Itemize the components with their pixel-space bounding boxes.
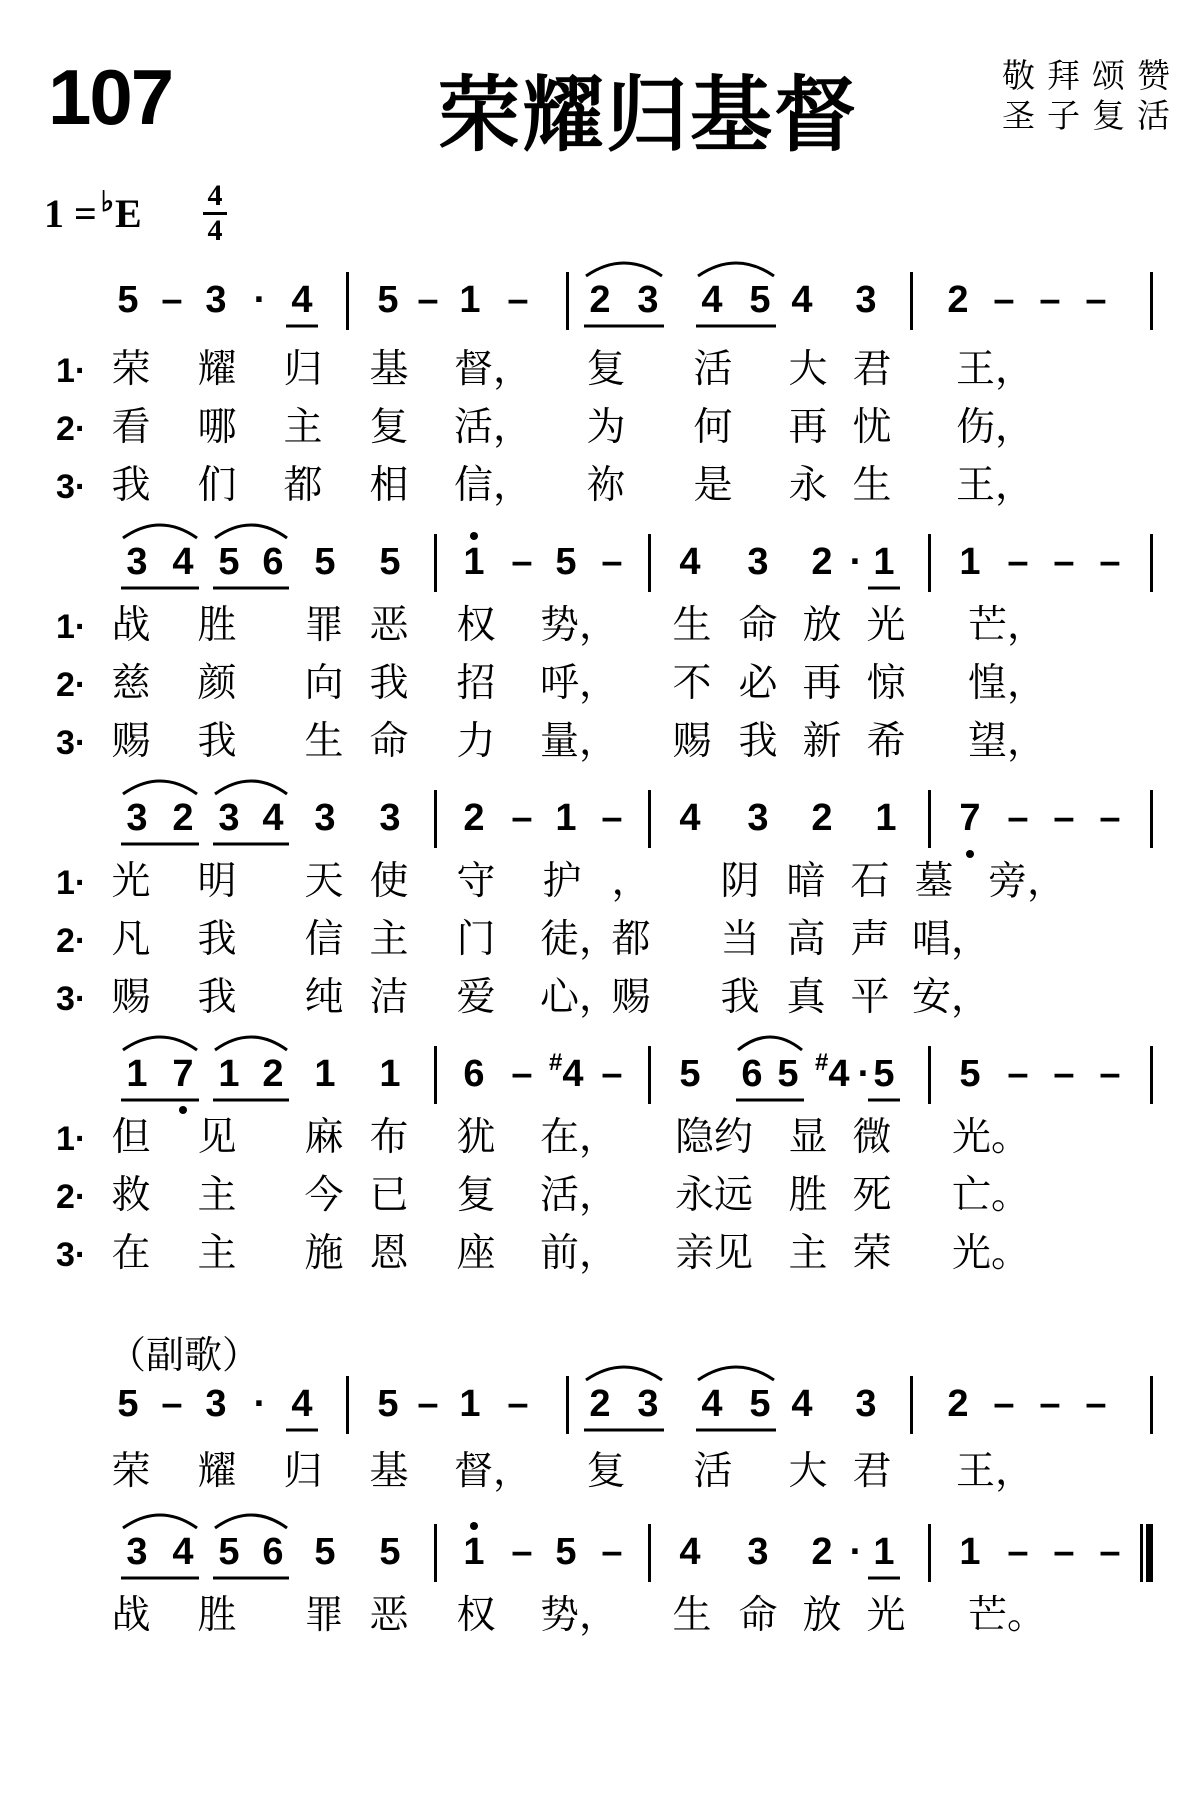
note: 7 (959, 797, 981, 839)
lyric-syllable: 光 (866, 1593, 906, 1638)
dash-extension: – (511, 797, 533, 839)
lyric-syllable: 光。 (952, 1115, 1031, 1160)
note: 3 (379, 797, 401, 839)
note: 3 (126, 1531, 148, 1573)
lyric-syllable: 胜 (788, 1173, 828, 1218)
lyric-syllable: 基 (369, 347, 409, 392)
dash-extension: – (1039, 279, 1061, 321)
note: 2 (947, 1383, 969, 1425)
lyric-syllable: 惊 (866, 661, 906, 706)
lyric-syllable: 荣 (852, 1231, 892, 1276)
dash-extension: – (511, 1053, 533, 1095)
lyric-syllable: 哪 (197, 405, 237, 450)
note: 3 (747, 541, 769, 583)
lyric-syllable: 荣 (111, 1449, 151, 1494)
dash-extension: – (511, 541, 533, 583)
lyric-syllable: 基 (369, 1449, 409, 1494)
note: 3 (205, 1383, 227, 1425)
lyric-syllable: 犹 (456, 1115, 496, 1160)
lyric-syllable: 平 (850, 975, 890, 1020)
lyric-syllable: 生 (672, 603, 712, 648)
note: 4 (172, 541, 194, 583)
hymn-number: 107 (48, 53, 173, 141)
time-signature (203, 179, 227, 247)
verse-number: 2· (56, 410, 87, 448)
dash-extension: – (1053, 541, 1075, 583)
augmentation-dot: · (849, 541, 863, 583)
lyric-syllable: 暗 (786, 859, 826, 904)
lyric-syllable: 阴 (720, 859, 760, 904)
note: 4 (791, 1383, 813, 1425)
dash-extension: – (507, 279, 529, 321)
lyric-syllable: 望， (968, 719, 1047, 764)
lyric-syllable: 凡 (111, 917, 151, 962)
lyric-syllable: 信 (304, 917, 344, 962)
dash-extension: – (511, 1531, 533, 1573)
category-line: 圣子复活 (1002, 96, 1182, 135)
lyric-syllable: 我 (197, 917, 237, 962)
lyric-syllable: 光 (866, 603, 906, 648)
lyric-syllable: 使 (369, 859, 409, 904)
verse-number: 2· (56, 922, 87, 960)
lyric-syllable: 胜 (197, 603, 237, 648)
lyric-syllable: 但 (111, 1115, 151, 1160)
verse-number: 3· (56, 980, 87, 1018)
lyric-syllable: 相 (369, 463, 409, 508)
lyric-syllable: 归 (283, 347, 323, 392)
lyric-syllable: 麻 (304, 1115, 344, 1160)
note: 3 (747, 1531, 769, 1573)
lyric-syllable: 君 (852, 347, 892, 392)
lyric-syllable: 都 (611, 917, 651, 962)
note: 4 (701, 1383, 723, 1425)
lyric-syllable: 门 (456, 917, 496, 962)
lyric-syllable: 量， (540, 719, 619, 764)
note-digit: 4 (562, 1053, 584, 1095)
lyric-syllable: 芒。 (968, 1593, 1047, 1638)
lyric-syllable: 看 (111, 405, 151, 450)
note: 5 (555, 1531, 577, 1573)
note: 5 (117, 1383, 139, 1425)
dash-extension: – (1007, 541, 1029, 583)
sharp-sign: # (549, 1049, 563, 1076)
lyric-syllable: 为 (586, 405, 626, 450)
lyric-syllable: 放 (802, 1593, 842, 1638)
lyric-syllable: 微 (852, 1115, 892, 1160)
lyric-syllable: 恶 (369, 1593, 409, 1638)
lyric-syllable: 纯 (304, 975, 344, 1020)
lyric-syllable: 天 (304, 859, 344, 904)
dash-extension: – (1085, 279, 1107, 321)
verse-number: 1· (56, 608, 87, 646)
lyric-syllable: 放 (802, 603, 842, 648)
lyric-syllable: 我 (720, 975, 760, 1020)
lyric-syllable: 在， (540, 1115, 619, 1160)
lyric-syllable: 复 (369, 405, 409, 450)
lyric-syllable: 赐 (111, 719, 151, 764)
augmentation-dot: · (253, 1383, 267, 1425)
note: 6 (463, 1053, 485, 1095)
note: 1 (873, 541, 895, 583)
lyric-syllable: 赐 (672, 719, 712, 764)
note: 2 (811, 541, 833, 583)
note: 3 (314, 797, 336, 839)
lyric-syllable: 心， (540, 975, 619, 1020)
note: 5 (218, 1531, 240, 1573)
refrain-label: （副歌） (108, 1333, 261, 1377)
note: 3 (855, 279, 877, 321)
note: 4 (701, 279, 723, 321)
note: 6 (262, 541, 284, 583)
lyric-syllable: 恶 (369, 603, 409, 648)
lyric-syllable: 施 (304, 1231, 344, 1276)
lyric-syllable: 活 (693, 347, 733, 392)
lyric-syllable: 我 (369, 661, 409, 706)
note: 4 (262, 797, 284, 839)
lyric-syllable: 战 (111, 1593, 151, 1638)
lyric-syllable: 见 (197, 1115, 237, 1160)
note: 5 (777, 1053, 799, 1095)
lyric-syllable: 再 (788, 405, 828, 450)
dash-extension: – (1099, 541, 1121, 583)
lyric-syllable: 大 (788, 1449, 828, 1494)
lyric-syllable: 胜 (197, 1593, 237, 1638)
note: 5 (749, 279, 771, 321)
dash-extension: – (1053, 1053, 1075, 1095)
note: 1 (463, 541, 485, 583)
lyric-syllable: 忧 (852, 405, 892, 450)
lyric-syllable: 王， (956, 463, 1035, 508)
note: 2 (589, 279, 611, 321)
note: 2 (262, 1053, 284, 1095)
lyric-syllable: 主 (283, 405, 323, 450)
lyric-syllable: 赐 (111, 975, 151, 1020)
verse-number: 3· (56, 724, 87, 762)
lyric-syllable: 新 (802, 719, 842, 764)
verse-number: 1· (56, 1120, 87, 1158)
note: 1 (959, 1531, 981, 1573)
key-signature (44, 187, 142, 237)
note: 5 (314, 1531, 336, 1573)
lyric-syllable: 君 (852, 1449, 892, 1494)
note: 7 (172, 1053, 194, 1095)
lyric-syllable: 力 (456, 719, 496, 764)
dash-extension: – (1039, 1383, 1061, 1425)
note: 5 (377, 279, 399, 321)
augmentation-dot: · (849, 1531, 863, 1573)
dash-extension: – (1007, 797, 1029, 839)
lyric-syllable: 命 (369, 719, 409, 764)
note: 5 (314, 541, 336, 583)
note: 5 (873, 1053, 895, 1095)
note: 4 (172, 1531, 194, 1573)
hymn-title: 荣耀归基督 (438, 68, 859, 163)
meter-bottom: 4 (207, 214, 223, 247)
key-prefix: 1 = (44, 191, 97, 236)
note: 3 (855, 1383, 877, 1425)
dash-extension: – (601, 797, 623, 839)
lyric-syllable: 不 (672, 661, 712, 706)
note: 4 (679, 541, 701, 583)
note: 1 (126, 1053, 148, 1095)
note: 1 (459, 279, 481, 321)
lyric-syllable: 我 (738, 719, 778, 764)
note: 2 (947, 279, 969, 321)
lyric-syllable: 石 (850, 859, 890, 904)
note: 5 (218, 541, 240, 583)
lyric-syllable: 生 (672, 1593, 712, 1638)
dash-extension: – (1053, 1531, 1075, 1573)
lyric-syllable: 隐约 (674, 1115, 753, 1160)
verse-number: 3· (56, 1236, 87, 1274)
dash-extension: – (1007, 1053, 1029, 1095)
dash-extension: – (993, 279, 1015, 321)
lyric-syllable: 旁， (988, 859, 1067, 904)
note: 1 (463, 1531, 485, 1573)
lyric-syllable: 唱， (912, 917, 991, 962)
lyric-syllable: 守 (456, 859, 496, 904)
lyric-syllable: 归 (283, 1449, 323, 1494)
lyric-syllable: 权 (456, 1593, 496, 1638)
dash-extension: – (601, 541, 623, 583)
lyric-syllable: 耀 (197, 347, 237, 392)
lyric-syllable: 当 (720, 917, 760, 962)
lyric-syllable: 亡。 (952, 1173, 1031, 1218)
note: 4 (791, 279, 813, 321)
note: 2 (811, 1531, 833, 1573)
lyric-syllable: 们 (197, 463, 237, 508)
lyric-syllable: 何 (693, 405, 733, 450)
dash-extension: – (417, 1383, 439, 1425)
note: 4 (679, 797, 701, 839)
lyric-syllable: 希 (866, 719, 906, 764)
lyric-syllable: 复 (586, 1449, 626, 1494)
note-digit: 4 (828, 1053, 850, 1095)
lyric-syllable: 王， (956, 1449, 1035, 1494)
verse-number: 1· (56, 352, 87, 390)
lyric-syllable: 命 (738, 1593, 778, 1638)
note: 5 (379, 541, 401, 583)
lyric-syllable: 主 (197, 1231, 237, 1276)
note (549, 1049, 584, 1099)
dash-extension: – (1007, 1531, 1029, 1573)
lyric-syllable: 伤， (956, 405, 1035, 450)
note: 6 (741, 1053, 763, 1095)
lyric-syllable: 在 (111, 1231, 151, 1276)
lyric-syllable: 王， (956, 347, 1035, 392)
lyric-syllable: 死 (852, 1173, 892, 1218)
note: 3 (126, 797, 148, 839)
dash-extension: – (507, 1383, 529, 1425)
dash-extension: – (1099, 1531, 1121, 1573)
note: 5 (749, 1383, 771, 1425)
lyric-syllable: 恩 (369, 1231, 409, 1276)
note: 1 (379, 1053, 401, 1095)
dash-extension: – (161, 1383, 183, 1425)
note: 1 (959, 541, 981, 583)
note: 2 (463, 797, 485, 839)
lyric-syllable: 生 (852, 463, 892, 508)
note: 3 (205, 279, 227, 321)
lyric-syllable: 安， (912, 975, 991, 1020)
note: 3 (126, 541, 148, 583)
verse-number: 2· (56, 1178, 87, 1216)
lyric-syllable: 势， (540, 1593, 619, 1638)
lyric-syllable: 必 (738, 661, 778, 706)
lyric-syllable: 权 (456, 603, 496, 648)
note (815, 1049, 850, 1099)
lyric-syllable: 永 (788, 463, 828, 508)
lyric-syllable: 光。 (952, 1231, 1031, 1276)
category-line: 敬拜颂赞 (1002, 56, 1182, 95)
meter-top: 4 (207, 179, 223, 212)
lyric-syllable: 救 (111, 1173, 151, 1218)
note: 5 (377, 1383, 399, 1425)
note: 3 (637, 279, 659, 321)
lyric-syllable: 势， (540, 603, 619, 648)
dash-extension: – (161, 279, 183, 321)
lyric-syllable: 主 (369, 917, 409, 962)
note: 5 (379, 1531, 401, 1573)
lyric-syllable: 督， (454, 1449, 533, 1494)
lyric-syllable: 明 (197, 859, 237, 904)
verse-number: 1· (56, 864, 87, 902)
note: 1 (875, 797, 897, 839)
verse-number: 3· (56, 468, 87, 506)
note: 5 (959, 1053, 981, 1095)
dash-extension: – (601, 1531, 623, 1573)
lyric-syllable: 活， (540, 1173, 619, 1218)
key-letter: E (115, 191, 142, 236)
lyric-syllable: 墓 (914, 859, 954, 904)
lyric-syllable: 我 (111, 463, 151, 508)
lyric-syllable: 荣 (111, 347, 151, 392)
note: 3 (747, 797, 769, 839)
lyric-syllable: 永远 (674, 1173, 753, 1218)
note: 1 (218, 1053, 240, 1095)
lyric-syllable: 今 (304, 1173, 344, 1218)
lyric-syllable: 呼， (540, 661, 619, 706)
lyric-syllable: 是 (693, 463, 733, 508)
note: 4 (291, 279, 313, 321)
note: 5 (679, 1053, 701, 1095)
verse-number: 2· (56, 666, 87, 704)
note: 2 (172, 797, 194, 839)
lyric-syllable: 前， (540, 1231, 619, 1276)
lyric-syllable: 慈 (111, 661, 151, 706)
lyric-syllable: 活 (693, 1449, 733, 1494)
lyric-syllable: 我 (197, 975, 237, 1020)
dash-extension: – (1099, 1053, 1121, 1095)
note: 2 (811, 797, 833, 839)
augmentation-dot: · (857, 1053, 871, 1095)
lyric-syllable: 复 (586, 347, 626, 392)
dash-extension: – (1085, 1383, 1107, 1425)
note: 4 (291, 1383, 313, 1425)
lyric-syllable: 祢 (586, 463, 626, 508)
note: 2 (589, 1383, 611, 1425)
lyric-syllable: 耀 (197, 1449, 237, 1494)
lyric-syllable: 再 (802, 661, 842, 706)
lyric-syllable: 招 (456, 661, 496, 706)
lyric-syllable: 显 (788, 1115, 828, 1160)
lyric-syllable: 颜 (197, 661, 237, 706)
lyric-syllable: 爱 (456, 975, 496, 1020)
dash-extension: – (1053, 797, 1075, 839)
lyric-syllable: 战 (111, 603, 151, 648)
lyric-syllable: 都 (283, 463, 323, 508)
lyric-syllable: 生 (304, 719, 344, 764)
lyric-syllable: 罪 (304, 603, 344, 648)
lyric-syllable: 惶， (968, 661, 1047, 706)
lyric-syllable: 罪 (304, 1593, 344, 1638)
lyric-syllable: 我 (197, 719, 237, 764)
note: 1 (555, 797, 577, 839)
dash-extension: – (417, 279, 439, 321)
lyric-syllable: 命 (738, 603, 778, 648)
lyric-syllable: 主 (788, 1231, 828, 1276)
lyric-syllable: 护 (542, 859, 582, 904)
augmentation-dot: · (253, 279, 267, 321)
lyric-syllable: 活， (454, 405, 533, 450)
lyric-syllable: 主 (197, 1173, 237, 1218)
hymn-category (1002, 56, 1182, 136)
note: 5 (555, 541, 577, 583)
lyric-syllable: 向 (304, 661, 344, 706)
lyric-syllable: 光 (111, 859, 151, 904)
lyric-syllable: 亲见 (674, 1231, 753, 1276)
lyric-syllable: 复 (456, 1173, 496, 1218)
note: 1 (459, 1383, 481, 1425)
lyric-syllable: 洁 (369, 975, 409, 1020)
note: 4 (679, 1531, 701, 1573)
sharp-sign: # (815, 1049, 829, 1076)
lyric-syllable: 布 (369, 1115, 409, 1160)
lyric-syllable: 真 (786, 975, 826, 1020)
lyric-syllable: 大 (788, 347, 828, 392)
lyric-syllable: 赐 (611, 975, 651, 1020)
lyric-syllable: 座 (456, 1231, 496, 1276)
lyric-syllable: 高 (786, 917, 826, 962)
note: 1 (314, 1053, 336, 1095)
note: 1 (873, 1531, 895, 1573)
lyric-syllable: 督， (454, 347, 533, 392)
lyric-syllable: ， (611, 859, 651, 904)
dash-extension: – (1099, 797, 1121, 839)
lyric-syllable: 已 (369, 1173, 409, 1218)
lyric-syllable: 徒， (540, 917, 619, 962)
note: 5 (117, 279, 139, 321)
dash-extension: – (601, 1053, 623, 1095)
note: 6 (262, 1531, 284, 1573)
note: 3 (637, 1383, 659, 1425)
lyric-syllable: 声 (850, 917, 890, 962)
lyric-syllable: 信， (454, 463, 533, 508)
note: 3 (218, 797, 240, 839)
lyric-syllable: 芒， (968, 603, 1047, 648)
dash-extension: – (993, 1383, 1015, 1425)
flat-sign: ♭ (100, 187, 115, 218)
